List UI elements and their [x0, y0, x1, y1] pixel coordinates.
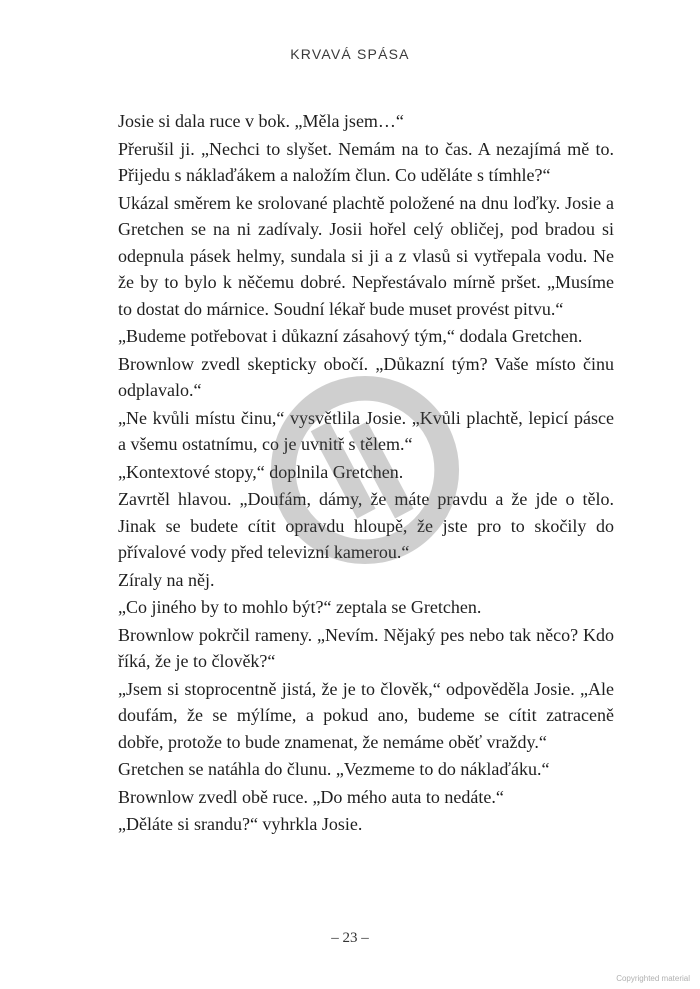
paragraph: Josie si dala ruce v bok. „Měla jsem…“ — [118, 111, 404, 131]
running-header: KRVAVÁ SPÁSA — [290, 46, 410, 62]
page-number: – 23 – — [331, 930, 369, 946]
copyright-note: Copyrighted material — [616, 974, 690, 983]
paragraph: Brownlow zvedl skepticky obočí. „Důkazní tým? Vaše místo činu odplavalo.“ — [118, 353, 614, 400]
paragraph: Brownlow pokrčil rameny. „Nevím. Nějaký pes nebo tak něco? Kdo říká, že je to člověk?“ — [118, 624, 614, 671]
paragraph: Gretchen se natáhla do člunu. „Vezmeme to do náklaďáku.“ — [118, 759, 550, 779]
paragraph: „Jsem si stoprocentně jistá, že je to člověk,“ odpověděla Josie. „Ale doufám, že se mýlíme, a pokud ano, budeme se cítit zatraceně dobře, protože to bude znamenat, že nemáme oběť vraždy.“ — [118, 678, 614, 752]
paragraph: Brownlow zvedl obě ruce. „Do mého auta to nedáte.“ — [118, 786, 504, 807]
paragraph: Zíraly na něj. — [118, 569, 215, 590]
body-text — [118, 108, 614, 839]
paragraph: „Děláte si srandu?“ vyhrkla Josie. — [118, 814, 363, 834]
paragraph: Zavrtěl hlavou. „Doufám, dámy, že máte pravdu a že jde o tělo. Jinak se budete cítit opravdu hloupě, že jste pro to skočily do přívalové vody před televizní kamerou.“ — [118, 489, 614, 562]
paragraph: „Co jiného by to mohlo být?“ zeptala se Gretchen. — [118, 597, 482, 617]
paragraph: „Ne kvůli místu činu,“ vysvětlila Josie. „Kvůli plachtě, lepicí pásce a všemu ostatnímu, co je uvnitř s tělem.“ — [118, 407, 614, 454]
paragraph: „Budeme potřebovat i důkazní zásahový tým,“ dodala Gretchen. — [118, 326, 583, 346]
paragraph: Přerušil ji. „Nechci to slyšet. Nemám na to čas. A nezajímá mě to. Přijedu s náklaďákem a naložím člun. Co uděláte s tímhle?“ — [118, 138, 614, 185]
paragraph: „Kontextové stopy,“ doplnila Gretchen. — [118, 461, 404, 482]
paragraph: Ukázal směrem ke srolované plachtě položené na dnu loďky. Josie a Gretchen se na ni zadívaly. Josii hořel celý obličej, pod bradou si odepnula pásek helmy, sundala si ji a z vlasů si vytřepala vodu. Ne že by to bylo k něčemu dobré. Nepřestávalo mírně pršet. „Musíme to dostat do márnice. Soudní lékař bude muset provést pitvu.“ — [118, 192, 614, 319]
